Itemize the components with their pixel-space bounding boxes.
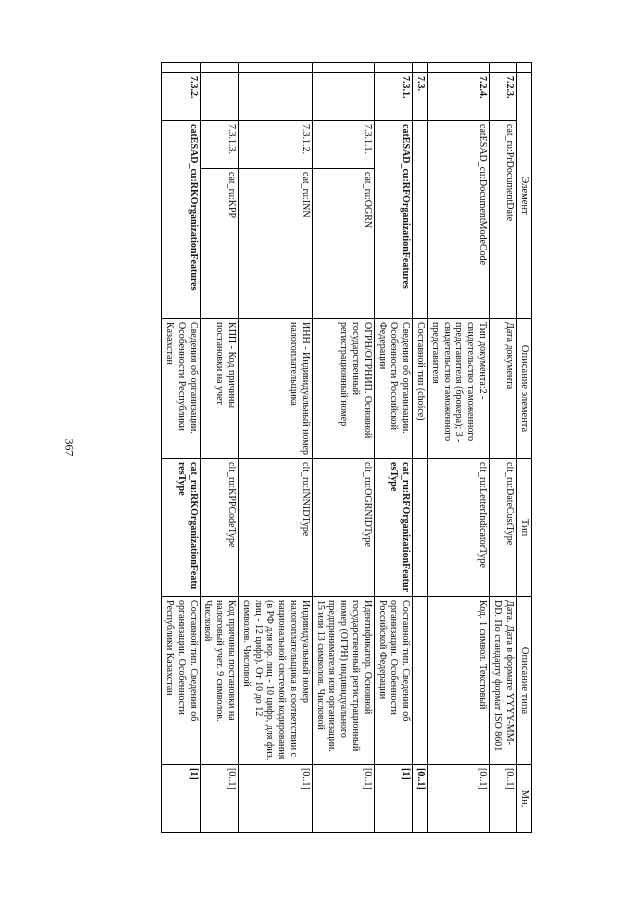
page-number: 367 <box>62 438 77 457</box>
row-type-description: Составной тип. Сведения об организации. Особенности Республики Казахстан <box>162 597 200 765</box>
row-element-description: Тип документа:2 - свидетельство таможенного представителя (брокера); 3 - свидетельство таможенного представителя <box>428 319 490 459</box>
row-type: clt_ru:KPPCodeType <box>200 459 238 597</box>
row-multiplicity: [0..1] <box>413 765 428 833</box>
row-element-description: Составной тип (choice) <box>413 319 428 459</box>
row-type-description: Код. 1 символ. Текстовый <box>428 597 490 765</box>
row-type-description <box>413 597 428 765</box>
header-spacer <box>516 63 531 73</box>
row-type: clt_ru:LetterIndicatorType <box>428 459 490 597</box>
row-number: 7.3.2. <box>162 73 200 121</box>
row-element: cat_ru:INN <box>239 169 313 319</box>
row-element: cat_ru:OGRN <box>312 169 374 319</box>
row-element: catESAD_cu:DocumentModeCode <box>428 121 490 319</box>
row-element: catESAD_cu:RKOrganizationFeatures <box>162 121 200 319</box>
row-type: cat_ru:RKOrganizationFeaturesType <box>162 459 200 597</box>
row-element: cat_ru:KPP <box>200 169 238 319</box>
row-type-description: Код причины постановки на налоговый учет. 9 символов. Числовой <box>200 597 238 765</box>
table-row <box>312 63 374 833</box>
row-element: catESAD_cu:RFOrganizationFeatures <box>374 121 412 319</box>
row-sub-number: 7.3.1.3. <box>200 121 238 169</box>
row-multiplicity: [1] <box>162 765 200 833</box>
row-multiplicity: [0..1] <box>239 765 313 833</box>
row-number <box>312 73 374 121</box>
header-type: Тип <box>516 459 531 597</box>
table-row <box>239 63 313 833</box>
table-row <box>162 63 200 833</box>
table-row <box>490 63 517 833</box>
row-element-description: Дата документа <box>490 319 517 459</box>
row-type-description: Индивидуальный номер налогоплательщика в соответствии с национальной системой кодирования (в РФ для юр. лиц - 10 цифр, для физ. лиц - 12 цифр). От 10 до 12 символов. Числовой <box>239 597 313 765</box>
row-type-description: Составной тип. Сведения об организации. Особенности Российской Федерации <box>374 597 412 765</box>
element-table <box>161 62 532 833</box>
row-type-description: Дата. Дата в формате YYYY-MM-DD. По стандарту формат ISO 8601 <box>490 597 517 765</box>
row-multiplicity: [1] <box>374 765 412 833</box>
row-type-description: Идентификатор. Основной государственный регистрационный номер (ОГРН) индивидуального предпринимателя или организации. 15 или 13 символов. Числовой <box>312 597 374 765</box>
row-type: clt_ru:INNIDType <box>239 459 313 597</box>
row-spacer <box>490 63 517 73</box>
row-element-description: ИНН - Индивидуальный номер налогоплательщика <box>239 319 313 459</box>
row-element: cat_ru:PrDocumentDate <box>490 121 517 319</box>
row-type: cat_ru:RFOrganizationFeaturesType <box>374 459 412 597</box>
row-spacer <box>200 63 238 73</box>
row-spacer <box>162 63 200 73</box>
table-row <box>200 63 238 833</box>
row-number: 7.3.1. <box>374 73 412 121</box>
header-element-description: Описание элемента <box>516 319 531 459</box>
table-row <box>374 63 412 833</box>
rotated-table-container <box>86 62 532 832</box>
table-row <box>428 63 490 833</box>
row-spacer <box>239 63 313 73</box>
row-spacer <box>413 63 428 73</box>
row-multiplicity: [0..1] <box>312 765 374 833</box>
row-sub-number: 7.3.1.2. <box>239 121 313 169</box>
table-header-row <box>516 63 531 833</box>
row-element-description: ОГРН/ОГРНИП. Основной государственный регистрационный номер <box>312 319 374 459</box>
row-element <box>413 121 428 319</box>
header-element: Элемент <box>516 73 531 319</box>
header-type-description: Описание типа <box>516 597 531 765</box>
row-spacer <box>312 63 374 73</box>
row-element-description: КПП - Код причины постановки на учет <box>200 319 238 459</box>
row-number: 7.3. <box>413 73 428 121</box>
row-number <box>239 73 313 121</box>
row-type <box>413 459 428 597</box>
row-spacer <box>428 63 490 73</box>
row-spacer <box>374 63 412 73</box>
header-multiplicity: Мн. <box>516 765 531 833</box>
table-row <box>413 63 428 833</box>
row-type: clt_ru:DateCustType <box>490 459 517 597</box>
row-element-description: Сведения об организации. Особенности Российской Федерации <box>374 319 412 459</box>
row-number: 7.2.4. <box>428 73 490 121</box>
row-element-description: Сведения об организации. Особенности Республики Казахстан <box>162 319 200 459</box>
row-multiplicity: [0..1] <box>428 765 490 833</box>
row-multiplicity: [0..1] <box>490 765 517 833</box>
row-multiplicity: [0..1] <box>200 765 238 833</box>
row-number: 7.2.3. <box>490 73 517 121</box>
row-number <box>200 73 238 121</box>
row-sub-number: 7.3.1.1. <box>312 121 374 169</box>
row-type: clt_ru:OGRNIDType <box>312 459 374 597</box>
